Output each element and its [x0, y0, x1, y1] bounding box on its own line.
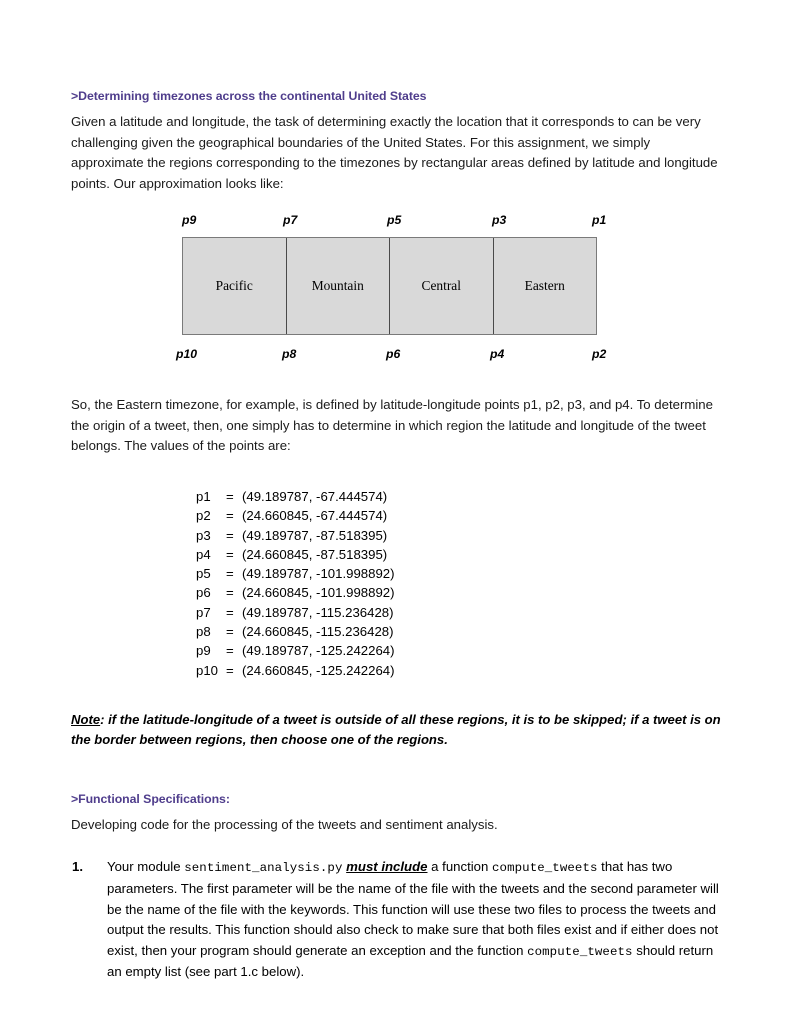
point-value: (24.660845, -115.236428) [242, 624, 394, 639]
point-value: (24.660845, -87.518395) [242, 546, 388, 562]
point-value: (24.660845, -125.242264) [242, 662, 395, 678]
point-row [71, 641, 723, 660]
point-label-p2: p2 [592, 346, 607, 361]
point-label-p8: p8 [282, 346, 297, 361]
paragraph-after-diagram: So, the Eastern timezone, for example, is defined by latitude-longitude points p1, p2, p3, and p4. To determine the origin of a tweet, then, one simply has to determine in which region the latitude and longitude of the tweet belongs. The values of the points are: [71, 396, 713, 454]
point-value: (49.189787, -125.242264) [242, 643, 395, 659]
point-name: p5 [196, 566, 211, 582]
point-row [71, 583, 723, 602]
list-item [71, 857, 723, 983]
point-equals: = [226, 527, 234, 543]
point-row [71, 603, 723, 622]
point-equals: = [226, 566, 234, 582]
spacer [71, 680, 723, 710]
spacer [71, 365, 723, 395]
list-item-marker: 1. [72, 859, 83, 875]
list-item-text-part1: Your module [107, 859, 185, 875]
document-content [71, 88, 723, 983]
point-row [71, 564, 723, 583]
note-text: : if the latitude-longitude of a tweet is outside of all these regions, it is to be skipped; if a tweet is on the border between regions, then choose one of the regions. [71, 711, 721, 748]
note-paragraph [71, 710, 723, 751]
point-name: p3 [196, 527, 211, 543]
point-equals: = [226, 585, 234, 601]
point-row [71, 526, 723, 545]
timezone-cell-mountain [287, 238, 391, 334]
timezone-diagram [71, 213, 723, 365]
list-item-text-part2: a function [427, 859, 493, 875]
list-item-text-part3: that has two parameters. The first parameter will be the name of the file with the tweets and the second parameter will be the name of the file with the keywords. This function will use these two files to process the tweets and output the results. This function should also check to make sure that both files exist and if either does not exist, then your program should generate an exception and the function [107, 859, 719, 958]
point-row [71, 487, 723, 506]
code-module-name: sentiment_analysis.py [184, 861, 343, 876]
point-value: (49.189787, -67.444574) [242, 488, 388, 504]
point-label-p9: p9 [182, 212, 197, 227]
list-item-emphasis: must include [346, 859, 428, 875]
paragraph-functional-subtitle: Developing code for the processing of the tweets and sentiment analysis. [71, 816, 498, 832]
point-value: (49.189787, -87.518395) [242, 527, 388, 543]
point-row [71, 622, 723, 641]
point-name: p9 [196, 643, 211, 659]
point-name: p7 [196, 604, 211, 620]
point-label-p3: p3 [492, 212, 507, 227]
point-value: (49.189787, -101.998892) [242, 566, 395, 582]
point-equals: = [226, 508, 234, 524]
point-value: (49.189787, -115.236428) [242, 604, 394, 620]
point-name: p8 [196, 624, 211, 639]
heading-timezones: >Determining timezones across the continental United States [71, 89, 427, 103]
point-label-p10: p10 [176, 346, 198, 361]
point-label-p1: p1 [592, 212, 607, 227]
timezone-cell-central [390, 238, 494, 334]
timezone-label-eastern: Eastern [524, 277, 565, 293]
point-name: p4 [196, 546, 211, 562]
point-values-list [71, 487, 723, 680]
paragraph-timezones-intro: Given a latitude and longitude, the task of determining exactly the location that it corresponds to can be very challenging given the geographical boundaries of the United States. For this assignment, we simply approximate the regions corresponding to the timezones by rectangular areas defined by latitude and longitude points. Our approximation looks like: [71, 114, 718, 192]
timezone-label-central: Central [421, 277, 461, 293]
point-equals: = [226, 624, 234, 639]
point-name: p2 [196, 508, 211, 524]
diagram-top-labels [71, 213, 723, 229]
timezone-rectangle [182, 237, 597, 335]
point-label-p7: p7 [283, 212, 298, 227]
point-name: p6 [196, 585, 211, 601]
point-equals: = [226, 643, 234, 659]
spacer [71, 195, 723, 213]
timezone-label-mountain: Mountain [311, 277, 364, 293]
point-name: p1 [196, 488, 211, 504]
point-equals: = [226, 662, 234, 678]
spacer [71, 457, 723, 487]
point-name: p10 [196, 662, 219, 678]
point-equals: = [226, 488, 234, 504]
point-equals: = [226, 604, 234, 620]
diagram-bottom-labels [71, 347, 723, 363]
timezone-cell-pacific [183, 238, 287, 334]
point-row [71, 545, 723, 564]
heading-functional-specifications: >Functional Specifications: [71, 791, 230, 806]
point-value: (24.660845, -101.998892) [242, 585, 395, 601]
list-item-text-part4: should return an empty list (see part 1.c below). [107, 942, 714, 980]
code-function-compute-tweets: compute_tweets [492, 861, 598, 876]
note-label: Note [71, 711, 101, 727]
timezone-label-pacific: Pacific [215, 277, 253, 293]
point-label-p5: p5 [387, 212, 402, 227]
spacer [71, 835, 723, 857]
point-row [71, 661, 723, 680]
point-value: (24.660845, -67.444574) [242, 508, 388, 524]
timezone-cell-eastern [494, 238, 597, 334]
point-equals: = [226, 546, 234, 562]
point-label-p6: p6 [386, 346, 401, 361]
code-function-compute-tweets-2: compute_tweets [527, 944, 633, 959]
point-row [71, 506, 723, 525]
point-label-p4: p4 [490, 346, 505, 361]
functional-requirements-list [71, 857, 723, 983]
spacer [71, 751, 723, 791]
